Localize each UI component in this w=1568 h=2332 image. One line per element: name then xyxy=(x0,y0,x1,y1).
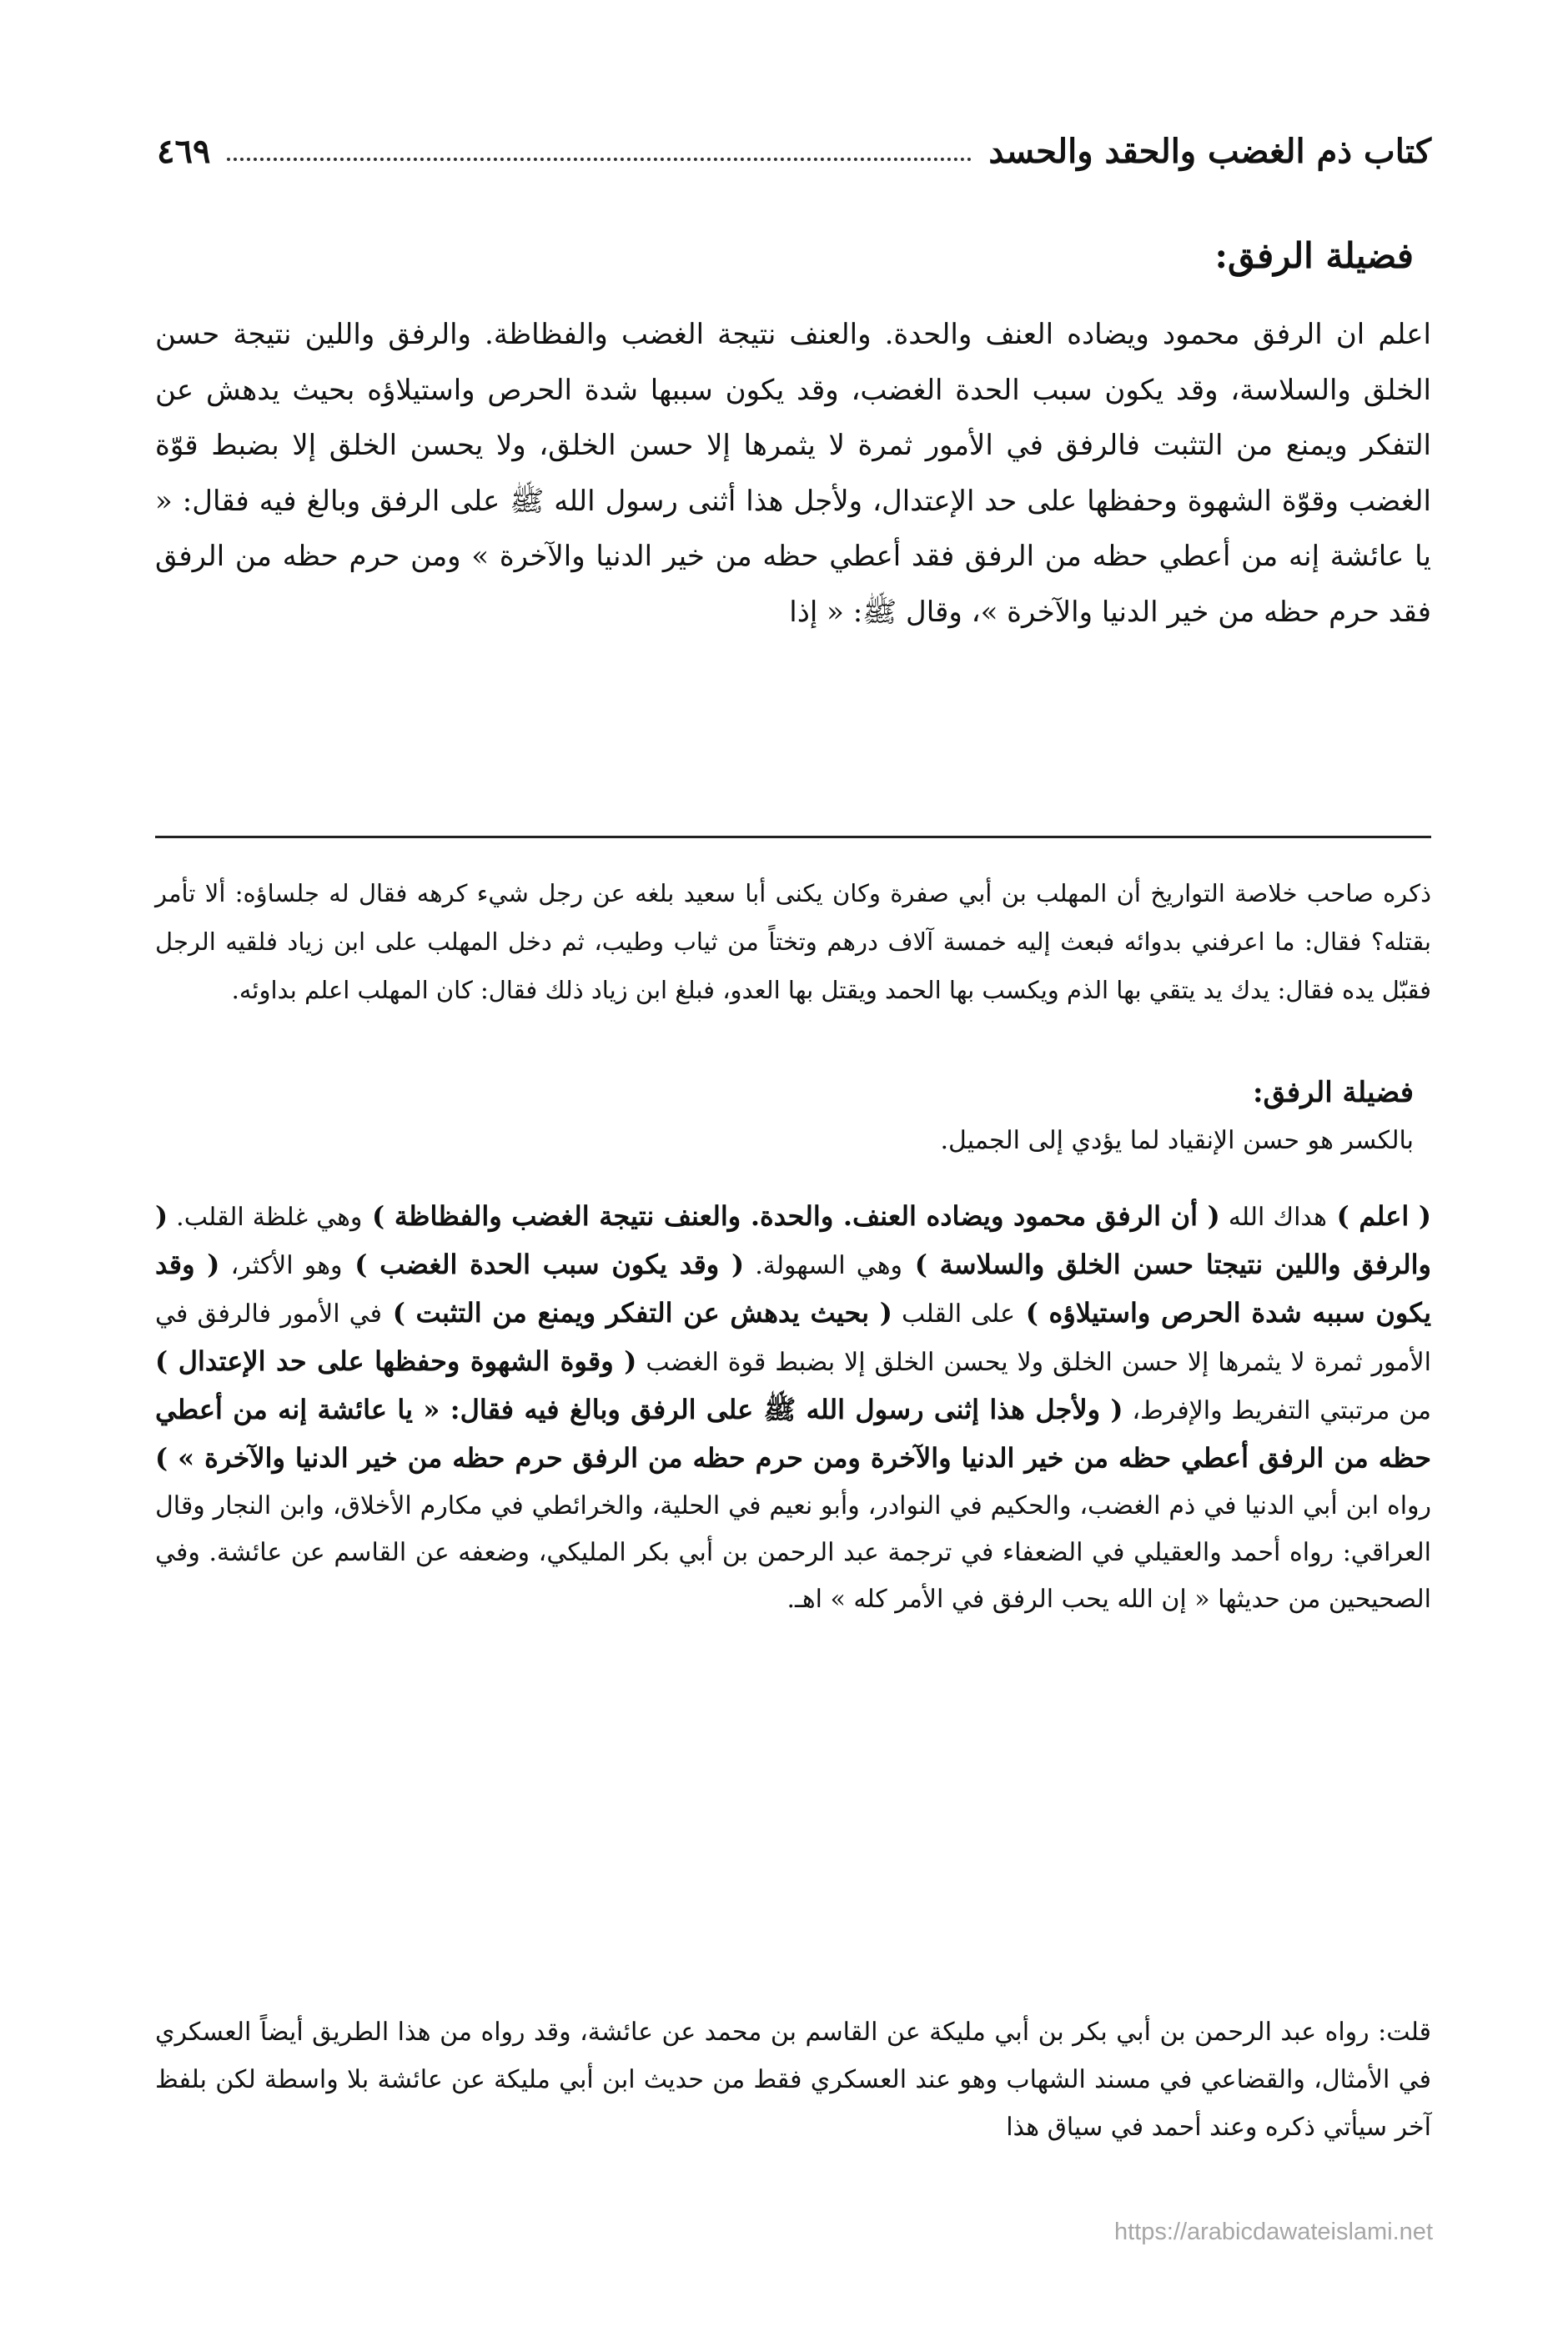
main-section-heading: فضيلة الرفق: xyxy=(1214,235,1414,276)
commentary-quoted-text: ( وقد يكون سبب الحدة الغضب ) xyxy=(342,1249,745,1280)
commentary-gloss: رواه ابن أبي الدنيا في ذم الغضب، والحكيم في النوادر، وأبو نعيم في الحلية، والخرائطي في مكارم الأخلاق، وابن النجار وقال العراقي: رواه أحمد والعقيلي في الضعفاء في ترجمة عبد الرحمن بن أبي بكر المليكي، وضعفه عن القاسم عن عائشة. وفي الصحيحين من حديثها « إن الله يحب الرفق في الأمر كله » اهـ. xyxy=(155,1491,1431,1614)
commentary-quoted-text: ( ولأجل هذا إثنى رسول الله ﷺ على الرفق وبالغ فيه فقال: « يا عائشة إنه من أعطي حظه من الرفق أعطي حظه من خير الدنيا والآخرة ومن حرم حظه من الرفق حرم حظه من خير الدنيا والآخرة » ) xyxy=(155,1394,1431,1474)
commentary-text xyxy=(155,1193,1431,1623)
footnote-divider xyxy=(155,836,1431,838)
dotted-leader xyxy=(227,158,972,161)
main-text: اعلم ان الرفق محمود ويضاده العنف والحدة. والعنف نتيجة الغضب والفظاظة. والرفق واللين نتيجة حسن الخلق والسلاسة، وقد يكون سبب الحدة الغضب، وقد يكون سببها شدة الحرص واستيلاؤه بحيث يدهش عن التفكر ويمنع من التثبت فالرفق في الأمور ثمرة لا يثمرها إلا حسن الخلق، ولا يحسن الخلق إلا بضبط قوّة الغضب وقوّة الشهوة وحفظها على حد الإعتدال، ولأجل هذا أثنى رسول الله ﷺ على الرفق وبالغ فيه فقال: « يا عائشة إنه من أعطي حظه من الرفق فقد أعطي حظه من خير الدنيا والآخرة » ومن حرم حظه من الرفق فقد حرم حظه من خير الدنيا والآخرة »، وقال ﷺ: « إذا xyxy=(155,318,1431,629)
watermark-url: https://arabicdawateislami.net xyxy=(1113,2219,1433,2245)
commentary-gloss: هداك الله xyxy=(1219,1203,1327,1232)
commentary-gloss: من مرتبتي التفريط والإفرط، xyxy=(1123,1396,1432,1425)
commentary-heading: فضيلة الرفق: xyxy=(1252,1076,1414,1109)
commentary-quoted-text: ( اعلم ) xyxy=(1326,1200,1432,1232)
commentary-gloss: على القلب xyxy=(892,1299,1016,1329)
commentary-quoted-text: ( والرفق واللين نتيجتا حسن الخلق والسلاسة ) xyxy=(155,1200,1432,1280)
commentary-quoted-text: ( أن الرفق محمود ويضاده العنف. والحدة. والعنف نتيجة الغضب والفظاظة ) xyxy=(362,1200,1220,1232)
commentary-gloss: وهي غلظة القلب. xyxy=(168,1203,363,1232)
footnote-text: ذكره صاحب خلاصة التواريخ أن المهلب بن أبي صفرة وكان يكنى أبا سعيد بلغه عن رجل شيء كرهه فقال له جلساؤه: ألا تأمر بقتله؟ فقال: ما اعرفني بدوائه فبعث إليه خمسة آلاف درهم وتختاً من ثياب وطيب، ثم دخل المهلب على ابن زياد فلقيه الرجل فقبّل يده فقال: يدك يد يتقي بها الذم ويكسب بها الحمد ويقتل بها العدو، فبلغ ابن زياد ذلك فقال: كان المهلب اعلم بداوئه. xyxy=(155,879,1431,1004)
commentary-quoted-text: ( بحيث يدهش عن التفكر ويمنع من التثبت ) xyxy=(382,1297,892,1329)
page-header xyxy=(157,123,1431,178)
book-title: كتاب ذم الغضب والحقد والحسد xyxy=(988,131,1431,171)
commentary-quoted-text: ( وقوة الشهوة وحفظها على حد الإعتدال ) xyxy=(155,1345,637,1377)
commentary-gloss: وهي السهولة. xyxy=(744,1251,903,1280)
commentary-gloss: وهو الأكثر، xyxy=(219,1251,343,1280)
commentary-gloss: في الأمور فالرفق في الأمور ثمرة لا يثمرها إلا حسن الخلق ولا يحسن الخلق إلا بضبط قوة الغضب xyxy=(155,1299,1432,1377)
commentary-definition: بالكسر هو حسن الإنقياد لما يؤدي إلى الجميل. xyxy=(940,1126,1414,1155)
commentary-quoted-text: ( وقد يكون سببه شدة الحرص واستيلاؤه ) xyxy=(155,1249,1432,1329)
closing-note: قلت: رواه عبد الرحمن بن أبي بكر بن أبي مليكة عن القاسم بن محمد عن عائشة، وقد رواه من هذا الطريق أيضاً العسكري في الأمثال، والقضاعي في مسند الشهاب وهو عند العسكري فقط من حديث ابن أبي مليكة عن عائشة بلا واسطة لكن بلفظ آخر سيأتي ذكره وعند أحمد في سياق هذا xyxy=(155,2018,1431,2142)
page-number: ٤٦٩ xyxy=(157,131,211,171)
